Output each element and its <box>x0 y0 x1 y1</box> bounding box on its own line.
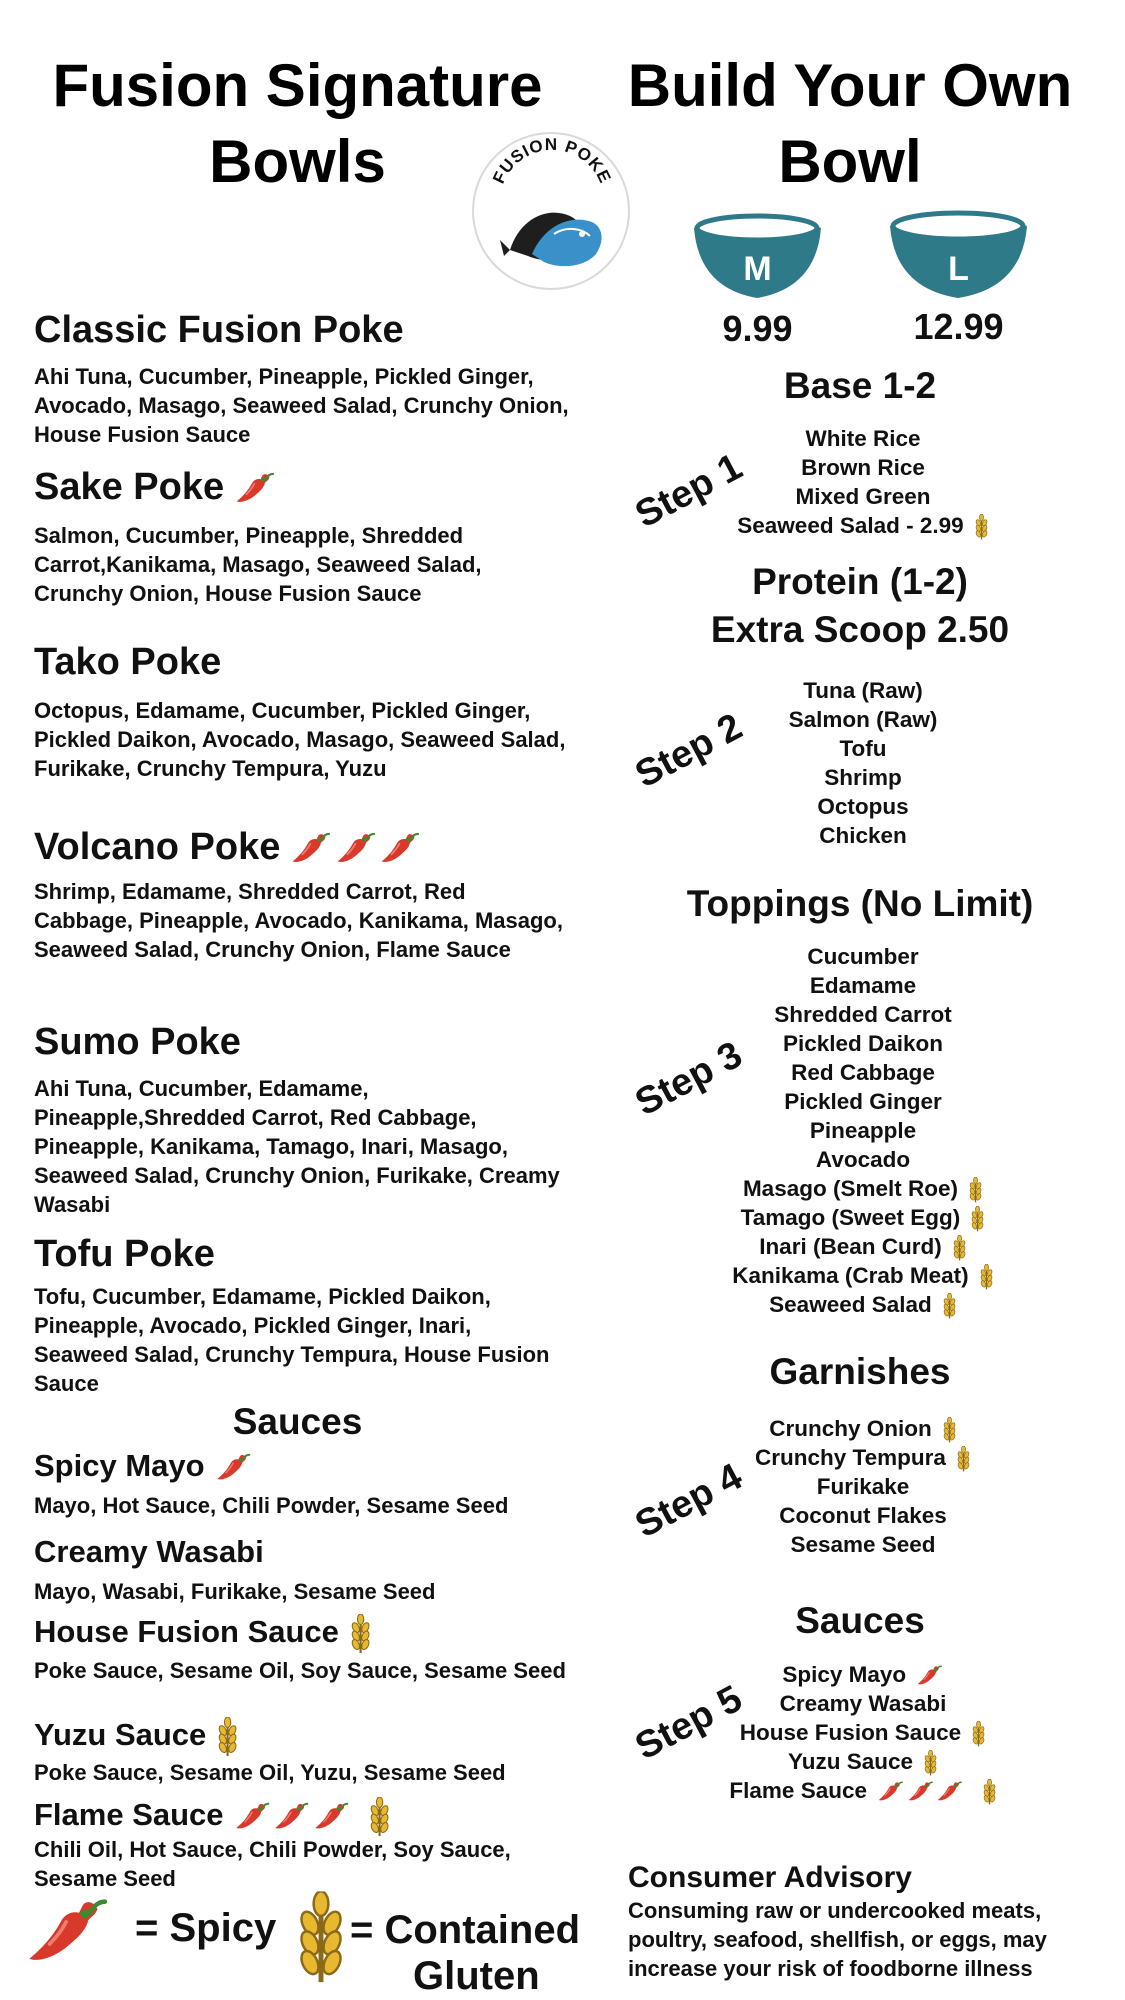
step-option <box>648 1174 1078 1203</box>
step-option <box>648 1443 1078 1472</box>
chili-pepper-icon <box>234 1802 272 1832</box>
bowl-title <box>34 308 404 352</box>
step-option-label: Brown Rice <box>801 455 925 480</box>
bowl-name: Volcano Poke <box>34 826 281 868</box>
chili-pepper-icon <box>907 1781 935 1803</box>
step-option <box>648 1145 1078 1174</box>
bowl-description: Ahi Tuna, Cucumber, Pineapple, Pickled Ginger, Avocado, Masago, Seaweed Salad, Crunchy Onion, House Fusion Sauce <box>34 364 569 447</box>
step-option-label: Edamame <box>809 973 917 998</box>
step-option <box>648 1058 1078 1087</box>
wheat-icon <box>979 1264 994 1290</box>
legend-spicy-label: = Spicy <box>135 1906 277 1950</box>
logo-text: FUSION POKE <box>489 134 615 187</box>
step-option <box>648 1660 1078 1689</box>
step-option-label: House Fusion Sauce <box>739 1720 962 1745</box>
step-option-list <box>648 424 1078 540</box>
step-option-label: Tamago (Sweet Egg) <box>740 1205 961 1231</box>
step-section-title-line: Base 1-2 <box>783 365 937 406</box>
signature-bowls-heading-line1: Fusion Signature <box>52 52 543 119</box>
step-option-label: Mixed Green <box>795 484 931 509</box>
step-option-label: Chicken <box>819 823 907 848</box>
consumer-advisory-text: Consuming raw or undercooked meats, poultry, seafood, shellfish, or eggs, may increase your risk of foodborne illness <box>628 1898 1047 1981</box>
step-section-title <box>600 362 1120 410</box>
step-section-title-line: Sauces <box>795 1600 925 1641</box>
legend-gluten-label-line1: = Contained <box>350 1908 581 1952</box>
wheat-icon <box>968 1177 983 1203</box>
build-your-own-heading-line1: Build Your Own <box>627 52 1073 119</box>
chili-pepper-icon <box>335 832 378 866</box>
bowl-title <box>34 1232 215 1276</box>
wheat-icon <box>974 514 989 540</box>
step-option <box>648 676 1078 705</box>
chili-pepper-icon <box>936 1781 964 1803</box>
bowl-size-large <box>886 206 1031 301</box>
step-option-label: Seaweed Salad <box>769 1292 932 1318</box>
bowl-name: Sumo Poke <box>34 1021 241 1063</box>
chili-pepper-icon <box>379 832 422 866</box>
step-option <box>648 1000 1078 1029</box>
sauce-description: Poke Sauce, Sesame Oil, Soy Sauce, Sesame Seed <box>34 1658 566 1683</box>
wheat-icon <box>216 1717 239 1757</box>
sauce-description: Poke Sauce, Sesame Oil, Yuzu, Sesame Seed <box>34 1760 506 1785</box>
step-option <box>648 1718 1078 1747</box>
step-option <box>648 1290 1078 1319</box>
step-label: Step 2 <box>628 705 749 797</box>
sauces-heading-left: Sauces <box>232 1401 363 1442</box>
step-option <box>648 1747 1078 1776</box>
wheat-icon <box>368 1797 391 1837</box>
sauce-title <box>34 1795 391 1837</box>
sauce-description: Mayo, Wasabi, Furikake, Sesame Seed <box>34 1579 436 1604</box>
wheat-icon <box>970 1206 985 1232</box>
signature-bowls-heading-line2: Bowls <box>209 128 386 195</box>
wheat-icon <box>956 1446 971 1472</box>
legend <box>10 1880 590 1998</box>
sauce-description: Mayo, Hot Sauce, Chili Powder, Sesame Seed <box>34 1493 509 1518</box>
bowl-name: Tofu Poke <box>34 1233 215 1275</box>
wheat-icon <box>971 1721 986 1747</box>
price-medium: 9.99 <box>722 308 793 349</box>
wheat-icon <box>923 1750 938 1776</box>
logo <box>470 130 632 292</box>
bowl-description: Ahi Tuna, Cucumber, Edamame, Pineapple,Shredded Carrot, Red Cabbage, Pineapple, Kanikama, Tamago, Inari, Masago, Seaweed Salad, Crunchy Onion, Furikake, Creamy Wasabi <box>34 1076 560 1217</box>
step-option <box>648 453 1078 482</box>
step-section-title-line: Toppings (No Limit) <box>686 883 1034 924</box>
step-option-label: Spicy Mayo <box>782 1662 907 1687</box>
step-section-title <box>600 1348 1120 1396</box>
chili-pepper-icon <box>273 1802 311 1832</box>
legend-gluten-label-line2: Gluten <box>413 1954 540 1998</box>
step-label: Step 4 <box>628 1455 749 1547</box>
step-option <box>648 1116 1078 1145</box>
fish-logo-icon <box>470 130 632 292</box>
step-label: Step 1 <box>628 445 749 537</box>
sauce-title <box>34 1612 372 1654</box>
step-option-label: Masago (Smelt Roe) <box>742 1176 958 1201</box>
step-option-label: Red Cabbage <box>791 1060 935 1085</box>
step-option-label: Yuzu Sauce <box>787 1749 913 1775</box>
sauce-name: Flame Sauce <box>34 1797 224 1832</box>
bowl-description: Shrimp, Edamame, Shredded Carrot, Red Cabbage, Pineapple, Avocado, Kanikama, Masago, Seaweed Salad, Crunchy Onion, Flame Sauce <box>34 879 563 962</box>
bowl-name: Tako Poke <box>34 641 222 683</box>
step-label: Step 3 <box>628 1033 749 1125</box>
step-option-label: Pickled Ginger <box>784 1089 942 1114</box>
bowl-title <box>34 825 422 869</box>
step-option <box>648 734 1078 763</box>
step-option-label: Salmon (Raw) <box>788 707 938 732</box>
step-option <box>648 1029 1078 1058</box>
chili-pepper-icon <box>313 1802 351 1832</box>
step-option-label: Seaweed Salad - 2.99 <box>737 513 964 538</box>
step-option <box>648 1414 1078 1443</box>
step-option <box>648 1203 1078 1232</box>
step-option <box>648 1087 1078 1116</box>
step-section-title-line: Garnishes <box>769 1351 951 1392</box>
bowl-title <box>34 640 221 684</box>
bowl-description: Tofu, Cucumber, Edamame, Pickled Daikon, Pineapple, Avocado, Pickled Ginger, Inari, Seaweed Salad, Crunchy Tempura, House Fusion Sauce <box>34 1284 550 1396</box>
step-option <box>648 1472 1078 1501</box>
chili-pepper-icon <box>290 832 333 866</box>
step-option <box>648 424 1078 453</box>
step-option-label: Crunchy Tempura <box>755 1445 946 1471</box>
wheat-icon <box>942 1417 957 1443</box>
step-option-label: Octopus <box>817 794 909 819</box>
step-option <box>648 1501 1078 1530</box>
step-option <box>648 1689 1078 1718</box>
step-section-title-line: Protein (1-2) <box>752 561 968 602</box>
step-option-label: White Rice <box>805 426 921 451</box>
price-large: 12.99 <box>913 306 1004 347</box>
step-option-label: Coconut Flakes <box>779 1503 947 1529</box>
step-option-label: Shrimp <box>824 765 902 790</box>
step-option-label: Pickled Daikon <box>782 1031 944 1056</box>
step-option <box>648 1530 1078 1559</box>
step-option-list <box>648 676 1078 850</box>
consumer-advisory-title: Consumer Advisory <box>628 1861 912 1894</box>
sauce-name: Creamy Wasabi <box>34 1534 264 1569</box>
sauce-name: House Fusion Sauce <box>34 1614 339 1649</box>
step-option <box>648 1776 1078 1805</box>
step-option-label: Tofu <box>839 736 887 761</box>
chili-pepper-icon <box>215 1453 253 1483</box>
bowl-size-medium <box>690 210 825 300</box>
step-option-label: Pineapple <box>809 1118 917 1143</box>
consumer-advisory <box>628 1860 1108 1983</box>
bowl-title <box>34 465 277 509</box>
sauce-title <box>34 1715 239 1757</box>
step-option-label: Avocado <box>815 1147 911 1172</box>
wheat-icon <box>942 1293 957 1319</box>
step-option <box>648 821 1078 850</box>
sauce-title <box>34 1532 264 1572</box>
bowl-name: Sake Poke <box>34 466 225 508</box>
step-option <box>648 942 1078 971</box>
step-option <box>648 763 1078 792</box>
step-option-label: Furikake <box>816 1474 910 1500</box>
bowl-name: Classic Fusion Poke <box>34 309 404 351</box>
wheat-icon <box>982 1779 997 1805</box>
step-option <box>648 1261 1078 1290</box>
chili-pepper-icon <box>916 1665 944 1687</box>
step-option-label: Shredded Carrot <box>774 1002 952 1027</box>
build-your-own-heading-line2: Bowl <box>778 128 922 195</box>
step-option-label: Sesame Seed <box>790 1532 936 1558</box>
bowl-size-large-label: L <box>948 250 969 288</box>
step-option <box>648 705 1078 734</box>
sauce-description: Chili Oil, Hot Sauce, Chili Powder, Soy Sauce, Sesame Seed <box>34 1837 511 1891</box>
step-option <box>648 1232 1078 1261</box>
bowl-description: Salmon, Cucumber, Pineapple, Shredded Carrot,Kanikama, Masago, Seaweed Salad, Crunchy Onion, House Fusion Sauce <box>34 523 482 606</box>
step-section-title <box>600 558 1120 654</box>
bowl-description: Octopus, Edamame, Cucumber, Pickled Ginger, Pickled Daikon, Avocado, Masago, Seaweed Salad, Furikake, Crunchy Tempura, Yuzu <box>34 698 566 781</box>
step-label: Step 5 <box>628 1677 749 1769</box>
step-section-title <box>600 880 1120 928</box>
step-option <box>648 792 1078 821</box>
step-option-label: Flame Sauce <box>729 1778 867 1804</box>
sauce-name: Spicy Mayo <box>34 1448 205 1483</box>
step-option-list <box>648 942 1078 1319</box>
sauce-name: Yuzu Sauce <box>34 1717 207 1752</box>
step-option <box>648 482 1078 511</box>
bowl-size-medium-label: M <box>743 250 772 288</box>
sauce-title <box>34 1446 252 1486</box>
bowl-title <box>34 1020 241 1064</box>
step-section-title-line: Extra Scoop 2.50 <box>710 609 1010 650</box>
step-option-label: Inari (Bean Curd) <box>759 1234 942 1260</box>
step-option-label: Creamy Wasabi <box>779 1691 947 1716</box>
step-section-title <box>600 1597 1120 1645</box>
legend-chili-icon <box>18 1898 118 1968</box>
step-option-label: Cucumber <box>807 944 919 969</box>
step-option-label: Tuna (Raw) <box>803 678 923 703</box>
step-option-label: Crunchy Onion <box>769 1416 932 1441</box>
build-your-own-heading <box>585 48 1115 200</box>
legend-wheat-icon <box>294 1882 348 1994</box>
wheat-icon <box>952 1235 967 1261</box>
step-option-list <box>648 1660 1078 1805</box>
wheat-icon <box>349 1614 372 1654</box>
chili-pepper-icon <box>877 1781 905 1803</box>
step-option <box>648 971 1078 1000</box>
step-option-label: Kanikama (Crab Meat) <box>732 1263 969 1289</box>
step-option-list <box>648 1414 1078 1559</box>
chili-pepper-icon <box>234 472 277 506</box>
step-option <box>648 511 1078 540</box>
